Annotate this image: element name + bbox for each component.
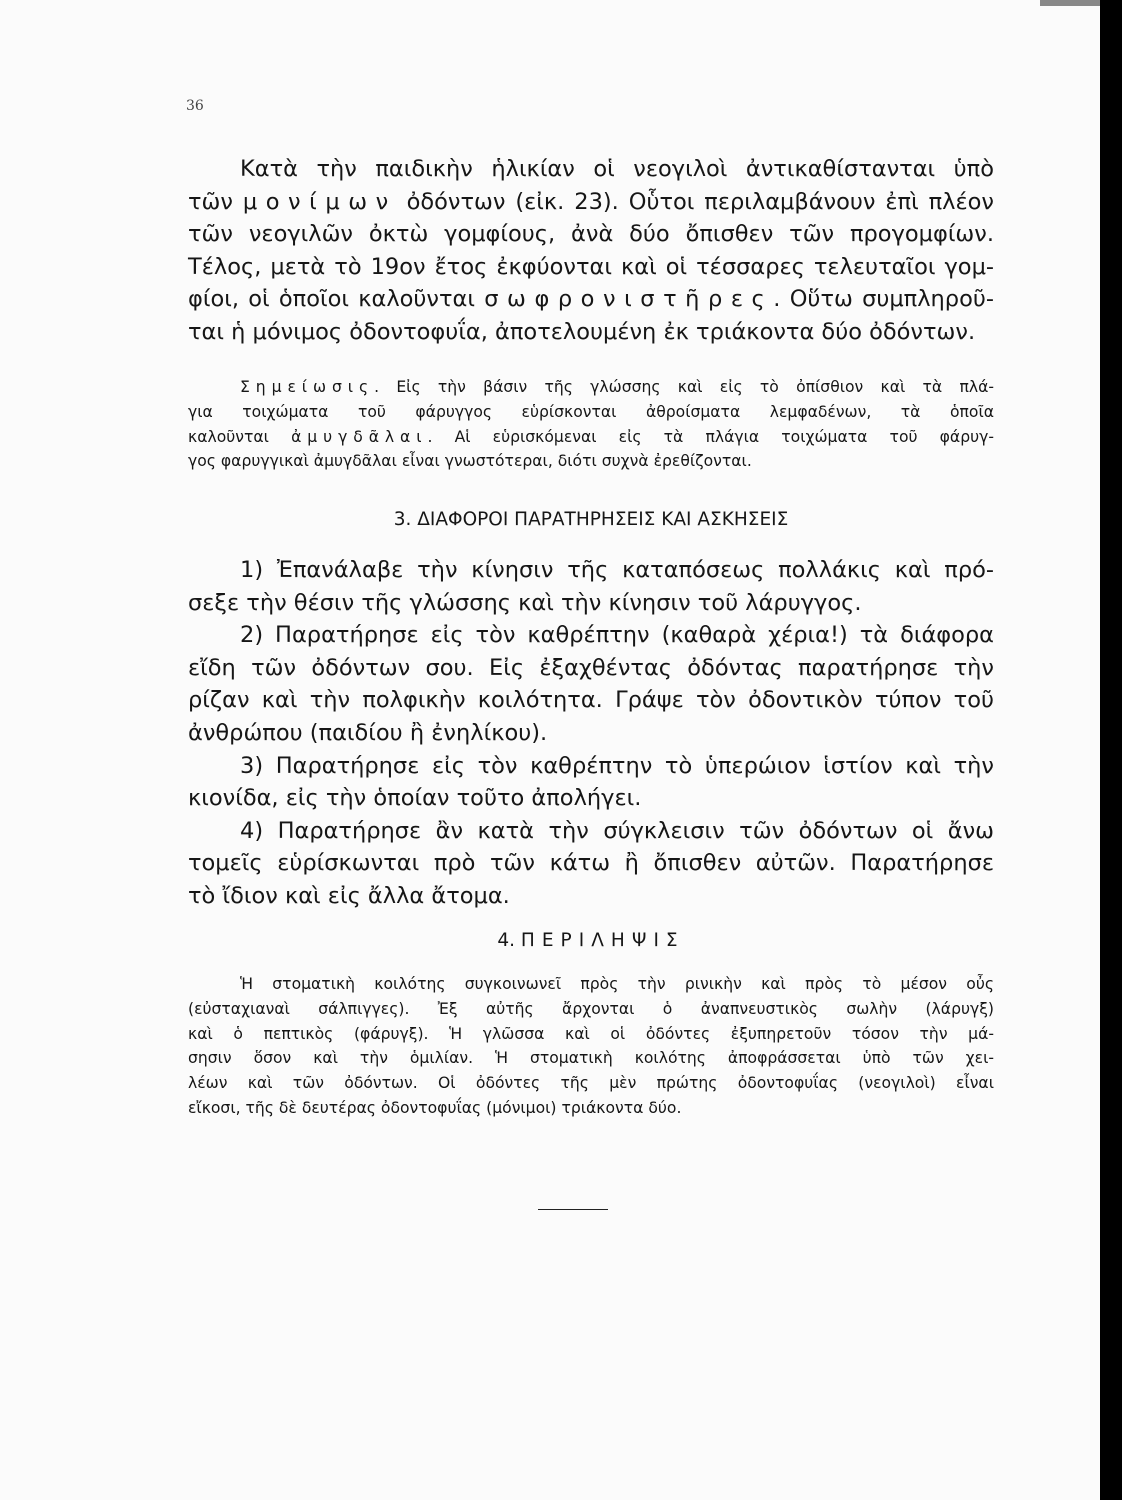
text-line: 3) Παρατήρησε εἰς τὸν καθρέπτην τὸ ὑπερώιον ἱστίον καὶ τὴν (240, 752, 994, 779)
text-line: λέων καὶ τῶν ὀδόντων. Οἱ ὀδόντες τῆς μὲν πρώτης ὀδοντοφυΐας (νεογιλοὶ) εἶναι (188, 1074, 994, 1093)
text-line: 1) Ἐπανάλαβε τὴν κίνησιν τῆς καταπόσεως πολλάκις καὶ πρό- (240, 557, 994, 583)
text-line (188, 425, 994, 450)
text-line: τομεῖς εὑρίσκωνται πρὸ τῶν κάτω ἢ ὄπισθεν αὐτῶν. Παρατήρησε (188, 850, 994, 877)
text-line: καὶ ὁ πεπτικὸς (φάρυγξ). Ἡ γλῶσσα καὶ οἱ ὀδόντες ἐξυπηρετοῦν τόσον τὴν μά- (188, 1024, 994, 1043)
scan-edge-mark (1040, 0, 1100, 6)
text-line: για τοιχώματα τοῦ φάρυγγος εὑρίσκονται ἀθροίσματα λεμφαδένων, τὰ ὁποῖα (188, 402, 994, 421)
text-line: εἴδη τῶν ὀδόντων σου. Εἰς ἐξαχθέντας ὀδόντας παρατήρησε τὴν (188, 654, 994, 681)
exercise-item (188, 619, 994, 749)
line-text: φίοι, οἱ ὁποῖοι καλοῦνται (188, 286, 485, 313)
line-text: ὀδόντων (εἰκ. 23). Οὗτοι περιλαμβάνουν ἐπὶ πλέον (396, 188, 994, 215)
summary-paragraph (188, 972, 994, 1121)
page-number: 36 (186, 98, 204, 114)
text-line: 4) Παρατήρησε ἂν κατὰ τὴν σύγκλεισιν τῶν ὀδόντων οἱ ἄνω (240, 817, 994, 844)
text-line: σεξε τὴν θέσιν τῆς γλώσσης καὶ τὴν κίνησιν τοῦ λάρυγγος. (188, 589, 862, 616)
text-line: Ἡ στοματικὴ κοιλότης συγκοινωνεῖ πρὸς τὴν ρινικὴν καὶ πρὸς τὸ μέσον οὖς (240, 975, 994, 993)
exercise-item (188, 750, 994, 815)
spaced-term: μονίμων (242, 188, 397, 215)
line-text: τῶν (188, 188, 243, 215)
line-text: . Αἱ εὑρισκόμεναι εἰς τὰ πλάγια τοιχώματα τοῦ φάρυγ- (427, 427, 994, 446)
text-line: ται ἡ μόνιμος ὀδοντοφυΐα, ἀποτελουμένη ἐκ τριάκοντα δύο ὀδόντων. (188, 318, 976, 345)
text-line (188, 186, 994, 219)
exercise-item (188, 815, 994, 913)
text-line: ἀνθρώπου (παιδίου ἢ ἐνηλίκου). (188, 719, 548, 746)
spaced-term: σωφρονιστῆρες (484, 286, 774, 313)
paragraph-permanent-teeth (188, 153, 994, 349)
note-tonsils (188, 375, 994, 474)
section-4-title (188, 930, 994, 951)
exercises-list (188, 554, 994, 913)
text-line: Κατὰ τὴν παιδικὴν ἡλικίαν οἱ νεογιλοὶ ἀντικαθίστανται ὑπὸ (240, 156, 994, 182)
text-line: 2) Παρατήρησε εἰς τὸν καθρέπτην (καθαρὰ χέρια!) τὰ διάφορα (240, 622, 994, 649)
spaced-term: ἀμυγδᾶλαι (291, 427, 428, 446)
line-text: . Εἰς τὴν βάσιν τῆς γλώσσης καὶ εἰς τὸ ὀπίσθιον καὶ τὰ πλά- (374, 378, 994, 396)
section-3-title: 3. ΔΙΑΦΟΡΟΙ ΠΑΡΑΤΗΡΗΣΕΙΣ ΚΑΙ ΑΣΚΗΣΕΙΣ (393, 509, 789, 530)
section-4-number: 4. (497, 930, 515, 951)
text-line: κιονίδα, εἰς τὴν ὁποίαν τοῦτο ἀπολήγει. (188, 785, 642, 812)
text-line (188, 375, 994, 400)
text-line: τὸ ἴδιον καὶ εἰς ἄλλα ἄτομα. (188, 882, 510, 909)
text-line: (εὐσταχιαναὶ σάλπιγγες). Ἐξ αὐτῆς ἄρχονται ὁ ἀναπνευστικὸς σωλὴν (λάρυγξ) (188, 999, 994, 1018)
text-line: Τέλος, μετὰ τὸ 19ον ἔτος ἐκφύονται καὶ οἱ τέσσαρες τελευταῖοι γομ- (188, 253, 994, 280)
exercise-item (188, 554, 994, 619)
text-line: σησιν ὅσον καὶ τὴν ὁμιλίαν. Ἡ στοματικὴ κοιλότης ἀποφράσσεται ὑπὸ τῶν χει- (188, 1049, 994, 1068)
text-line: εἴκοσι, τῆς δὲ δευτέρας ὀδοντοφυΐας (μόνιμοι) τριάκοντα δύο. (188, 1098, 682, 1117)
text-line (188, 283, 994, 316)
text-line: τῶν νεογιλῶν ὀκτὼ γομφίους, ἀνὰ δύο ὄπισθεν τῶν προγομφίων. (188, 221, 994, 248)
line-text: καλοῦνται (188, 427, 292, 446)
spaced-term: Σημείωσις (240, 378, 375, 396)
text-line: γος φαρυγγικαὶ ἀμυγδᾶλαι εἶναι γνωστότεραι, διότι συχνὰ ἐρεθίζονται. (188, 452, 752, 471)
text-line: ρίζαν καὶ τὴν πολφικὴν κοιλότητα. Γράψε τὸν ὀδοντικὸν τύπον τοῦ (188, 687, 994, 714)
end-rule (538, 1209, 608, 1210)
line-text: . Οὕτω συμπληροῦ- (773, 286, 994, 313)
section-4-heading: ΠΕΡΙΛΗΨΙΣ (520, 930, 685, 951)
